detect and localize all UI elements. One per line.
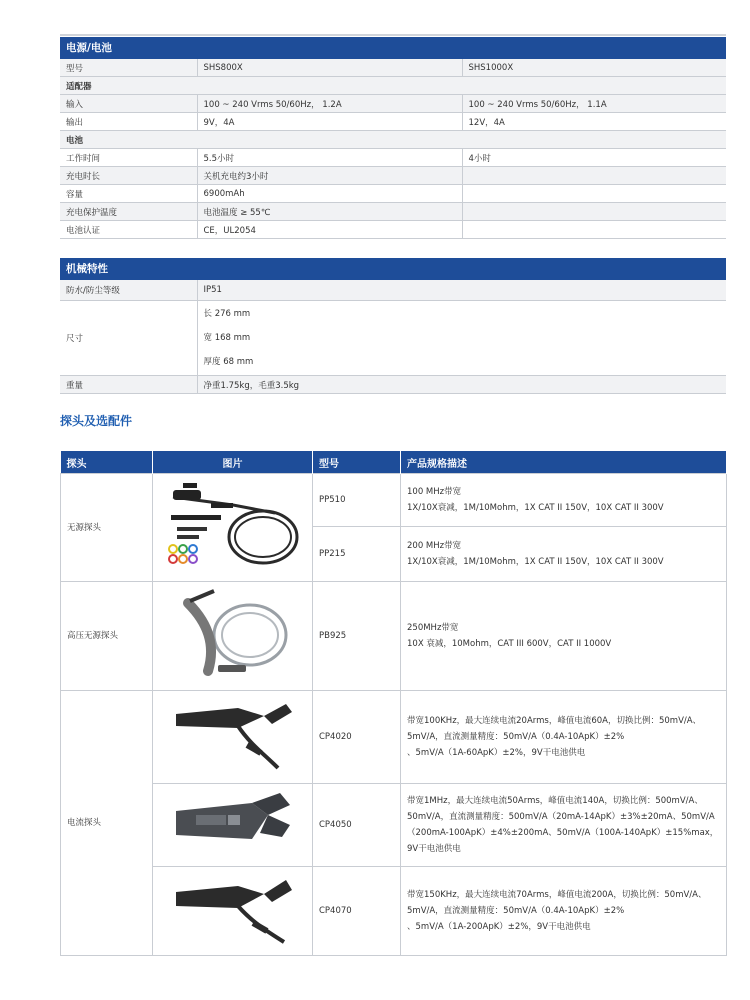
desc-line: 9V干电池供电: [407, 844, 461, 854]
desc-line: 100 MHz带宽: [407, 487, 462, 497]
spec-label: 电池认证: [60, 221, 197, 239]
desc-cp4070: [401, 867, 727, 956]
desc-line: 250MHz带宽: [407, 623, 459, 633]
spec-value: 12V，4A: [462, 113, 726, 131]
table-row: [60, 203, 726, 221]
spec-value: 9V，4A: [197, 113, 462, 131]
spec-label: 输入: [60, 95, 197, 113]
subheader-label: 适配器: [60, 77, 726, 95]
desc-line: 50mV/A，直流测量精度：500mV/A（20mA-14ApK）±3%±20mA、50mV/A: [407, 812, 715, 822]
desc-line: 带宽100KHz，最大连续电流20Arms，峰值电流60A，切换比例：50mV/A、: [407, 716, 702, 726]
desc-cp4020: [401, 691, 727, 784]
power-battery-section: [60, 37, 726, 239]
accessories-title: 探头及选配件: [60, 414, 133, 428]
model-pp215: PP215: [313, 527, 401, 582]
current-clamp-icon: [168, 785, 298, 859]
spec-value: 100 ~ 240 Vrms 50/60Hz， 1.1A: [462, 95, 726, 113]
table-row: [60, 301, 726, 376]
group-passive-probe: 无源探头: [61, 474, 153, 582]
model-pb925: PB925: [313, 582, 401, 691]
header-probe: 探头: [61, 451, 153, 474]
table-row: [60, 149, 726, 167]
model-pp510: PP510: [313, 474, 401, 527]
passive-probe-image: [153, 474, 313, 582]
protection-value: IP51: [197, 280, 726, 301]
table-row: [60, 185, 726, 203]
spec-value: 6900mAh: [197, 185, 462, 203]
table-row: [60, 95, 726, 113]
desc-line: 、5mV/A（1A-60ApK）±2%，9V干电池供电: [407, 748, 586, 758]
desc-pb925: [401, 582, 727, 691]
spec-value: 5.5小时: [197, 149, 462, 167]
spec-label: 工作时间: [60, 149, 197, 167]
model-cp4070: CP4070: [313, 867, 401, 956]
spec-value: SHS1000X: [462, 59, 726, 77]
mechanical-section: [60, 258, 726, 394]
spec-label: 充电时长: [60, 167, 197, 185]
table-row: [60, 59, 726, 77]
spec-value: [462, 221, 726, 239]
mechanical-table: [60, 280, 726, 394]
current-clamp-icon: [168, 694, 298, 774]
table-row: [60, 167, 726, 185]
desc-line: 带宽150KHz，最大连续电流70Arms，峰值电流200A，切换比例：50mV/A、: [407, 890, 707, 900]
cp4070-image: [153, 867, 313, 956]
model-cp4050: CP4050: [313, 784, 401, 867]
desc-line: 1X/10X衰减，1M/10Mohm，1X CAT II 150V，10X CAT II 300V: [407, 503, 664, 513]
spec-value: 4小时: [462, 149, 726, 167]
table-row: [61, 474, 727, 527]
spec-value: CE，UL2054: [197, 221, 462, 239]
spec-value: 100 ~ 240 Vrms 50/60Hz， 1.2A: [197, 95, 462, 113]
hv-probe-image: [153, 582, 313, 691]
spec-label: 充电保护温度: [60, 203, 197, 221]
header-spec: 产品规格描述: [401, 451, 727, 474]
size-length: 长 276 mm: [203, 309, 251, 319]
table-row: [60, 113, 726, 131]
spec-value: [462, 203, 726, 221]
size-width: 宽 168 mm: [203, 333, 251, 343]
desc-line: 5mV/A，直流测量精度：50mV/A（0.4A-10ApK）±2%: [407, 906, 625, 916]
table-row: [60, 376, 726, 394]
desc-line: 、5mV/A（1A-200ApK）±2%，9V干电池供电: [407, 922, 591, 932]
group-current-probe: 电流探头: [61, 691, 153, 956]
header-model: 型号: [313, 451, 401, 474]
desc-line: （200mA-100ApK）±4%±200mA、50mV/A（100A-140ApK）±15%max，: [407, 828, 719, 838]
table-row: [60, 221, 726, 239]
desc-pp215: [401, 527, 727, 582]
desc-line: 5mV/A，直流测量精度：50mV/A（0.4A-10ApK）±2%: [407, 732, 625, 742]
table-row: [61, 784, 727, 867]
spec-value: [462, 185, 726, 203]
group-hv-probe: 高压无源探头: [61, 582, 153, 691]
table-subheader-row: [60, 77, 726, 95]
current-clamp-icon: [168, 868, 298, 948]
subheader-label: 电池: [60, 131, 726, 149]
power-battery-heading: 电源/电池: [60, 37, 726, 59]
header-picture: 图片: [153, 451, 313, 474]
size-value: [197, 301, 726, 376]
spec-label: 型号: [60, 59, 197, 77]
model-cp4020: CP4020: [313, 691, 401, 784]
protection-label: 防水/防尘等级: [60, 280, 197, 301]
mechanical-heading: 机械特性: [60, 258, 726, 280]
table-row: [61, 582, 727, 691]
spec-label: 输出: [60, 113, 197, 131]
desc-line: 1X/10X衰减，1M/10Mohm，1X CAT II 150V，10X CAT II 300V: [407, 557, 664, 567]
desc-cp4050: [401, 784, 727, 867]
power-battery-table: [60, 59, 726, 239]
passive-probe-icon: [163, 475, 303, 575]
top-divider: [60, 34, 726, 36]
table-row: [61, 691, 727, 784]
table-subheader-row: [60, 131, 726, 149]
desc-line: 带宽1MHz，最大连续电流50Arms，峰值电流140A，切换比例：500mV/A、: [407, 796, 703, 806]
desc-line: 200 MHz带宽: [407, 541, 462, 551]
spec-value: [462, 167, 726, 185]
spec-value: 电池温度 ≥ 55℃: [197, 203, 462, 221]
probes-table: [60, 451, 727, 956]
size-depth: 厚度 68 mm: [203, 357, 254, 367]
table-row: [61, 867, 727, 956]
cp4050-image: [153, 784, 313, 867]
size-label: 尺寸: [60, 301, 197, 376]
table-row: [60, 280, 726, 301]
cp4020-image: [153, 691, 313, 784]
hv-probe-icon: [168, 583, 298, 683]
spec-value: SHS800X: [197, 59, 462, 77]
desc-line: 10X 衰减，10Mohm，CAT III 600V，CAT II 1000V: [407, 639, 612, 649]
weight-value: 净重1.75kg，毛重3.5kg: [197, 376, 726, 394]
spec-label: 容量: [60, 185, 197, 203]
spec-value: 关机充电约3小时: [197, 167, 462, 185]
desc-pp510: [401, 474, 727, 527]
weight-label: 重量: [60, 376, 197, 394]
